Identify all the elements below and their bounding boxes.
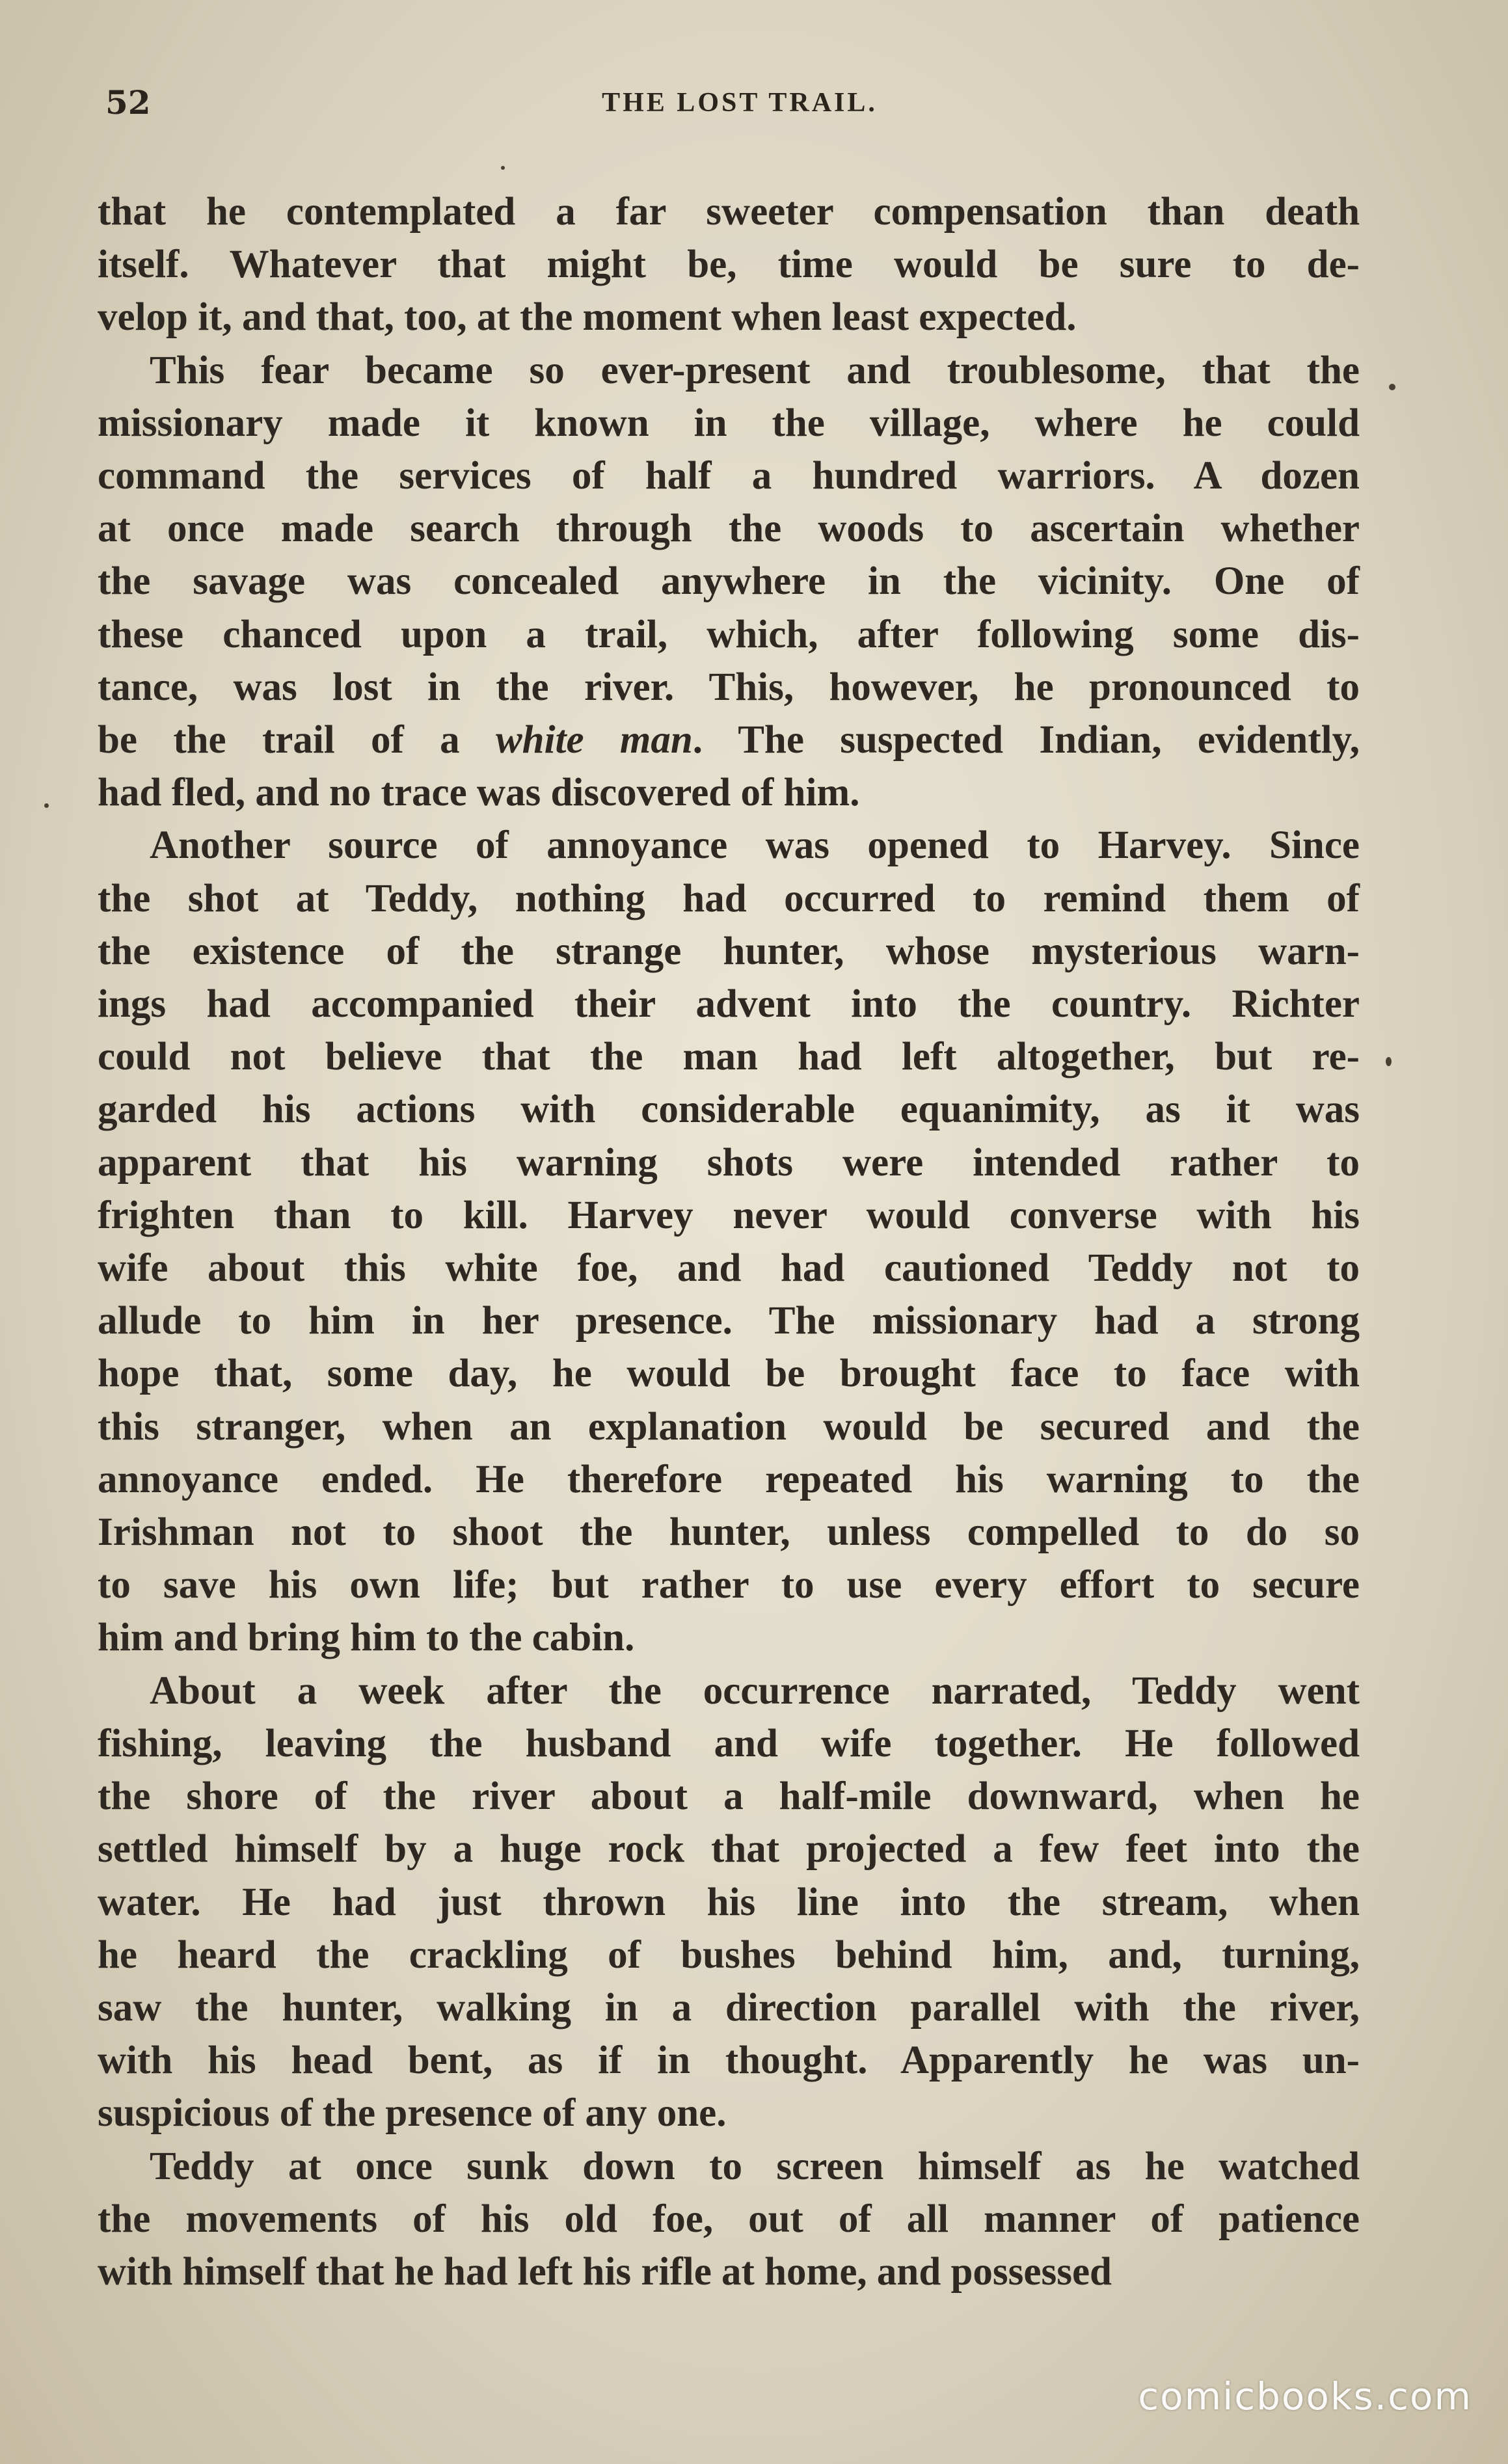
text-line: tance, was lost in the river. This, however, he pronounced to (98, 665, 1360, 709)
text-line: the existence of the strange hunter, whose mysterious warn- (98, 929, 1360, 973)
text-line: these chanced upon a trail, which, after following some dis- (98, 612, 1360, 656)
body-text (98, 185, 1360, 2298)
print-speck (1386, 1057, 1392, 1066)
text-line: ings had accompanied their advent into the country. Richter (98, 982, 1360, 1026)
paragraph (98, 819, 1360, 1664)
text-line: he heard the crackling of bushes behind him, and, turning, (98, 1933, 1360, 1977)
text-line: this stranger, when an explanation would be secured and the (98, 1404, 1360, 1449)
text-line: with himself that he had left his rifle at home, and possessed (98, 2249, 1112, 2294)
print-speck (44, 803, 49, 808)
text-line: could not believe that the man had left altogether, but re- (98, 1035, 1360, 1079)
text-line: had fled, and no trace was discovered of him. (98, 771, 860, 815)
text-line: Irishman not to shoot the hunter, unless compelled to do so (98, 1510, 1360, 1555)
text-line: the shore of the river about a half-mile downward, when he (98, 1774, 1360, 1819)
text-line: hope that, some day, he would be brought face to face with (98, 1352, 1360, 1396)
text-line: at once made search through the woods to ascertain whether (98, 507, 1360, 551)
text-line: This fear became so ever-present and troublesome, that the (150, 348, 1360, 392)
paragraph (98, 1665, 1360, 2140)
running-head: THE LOST TRAIL. (602, 88, 878, 118)
text-line: itself. Whatever that might be, time would be sure to de- (98, 243, 1360, 287)
text-line: missionary made it known in the village, where he could (98, 401, 1360, 445)
text-line: water. He had just thrown his line into the stream, when (98, 1880, 1360, 1924)
text-line: Another source of annoyance was opened to Harvey. Since (150, 824, 1360, 868)
text-line: to save his own life; but rather to use every effort to secure (98, 1563, 1360, 1607)
text-line: the movements of his old foe, out of all manner of patience (98, 2197, 1360, 2241)
paragraph (98, 2140, 1360, 2299)
text-line: Teddy at once sunk down to screen himself as he watched (150, 2144, 1360, 2188)
text-line: About a week after the occurrence narrated, Teddy went (150, 1668, 1360, 1713)
text-line: command the services of half a hundred warriors. A dozen (98, 454, 1360, 498)
text-line: saw the hunter, walking in a direction parallel with the river, (98, 1985, 1360, 2029)
text-line: suspicious of the presence of any one. (98, 2091, 727, 2136)
text-line: that he contemplated a far sweeter compensation than death (98, 190, 1360, 234)
watermark: comicbooks.com (1138, 2374, 1472, 2418)
text-line: velop it, and that, too, at the moment when least expected. (98, 295, 1077, 340)
print-speck (1389, 384, 1395, 390)
page-number: 52 (105, 83, 151, 122)
print-speck (501, 166, 505, 170)
text-line: annoyance ended. He therefore repeated his warning to the (98, 1457, 1360, 1501)
text-line: with his head bent, as if in thought. Apparently he was un- (98, 2039, 1360, 2083)
text-line: the shot at Teddy, nothing had occurred to remind them of (98, 876, 1360, 920)
text-line: settled himself by a huge rock that projected a few feet into the (98, 1827, 1360, 1871)
text-line: apparent that his warning shots were intended rather to (98, 1140, 1360, 1185)
italic-phrase: white man (496, 718, 693, 762)
page-header (105, 83, 1374, 135)
paragraph (98, 185, 1360, 344)
paragraph (98, 344, 1360, 820)
text-line: frighten than to kill. Harvey never would converse with his (98, 1193, 1360, 1237)
text-line: allude to him in her presence. The missionary had a strong (98, 1299, 1360, 1343)
text-line: him and bring him to the cabin. (98, 1616, 635, 1660)
text-line: fishing, leaving the husband and wife together. He followed (98, 1721, 1360, 1765)
text-line: the savage was concealed anywhere in the vicinity. One of (98, 559, 1360, 604)
text-line: wife about this white foe, and had cautioned Teddy not to (98, 1246, 1360, 1291)
text-line: be the trail of a white man. The suspected Indian, evidently, (98, 718, 1360, 762)
text-line: garded his actions with considerable equanimity, as it was (98, 1088, 1360, 1132)
